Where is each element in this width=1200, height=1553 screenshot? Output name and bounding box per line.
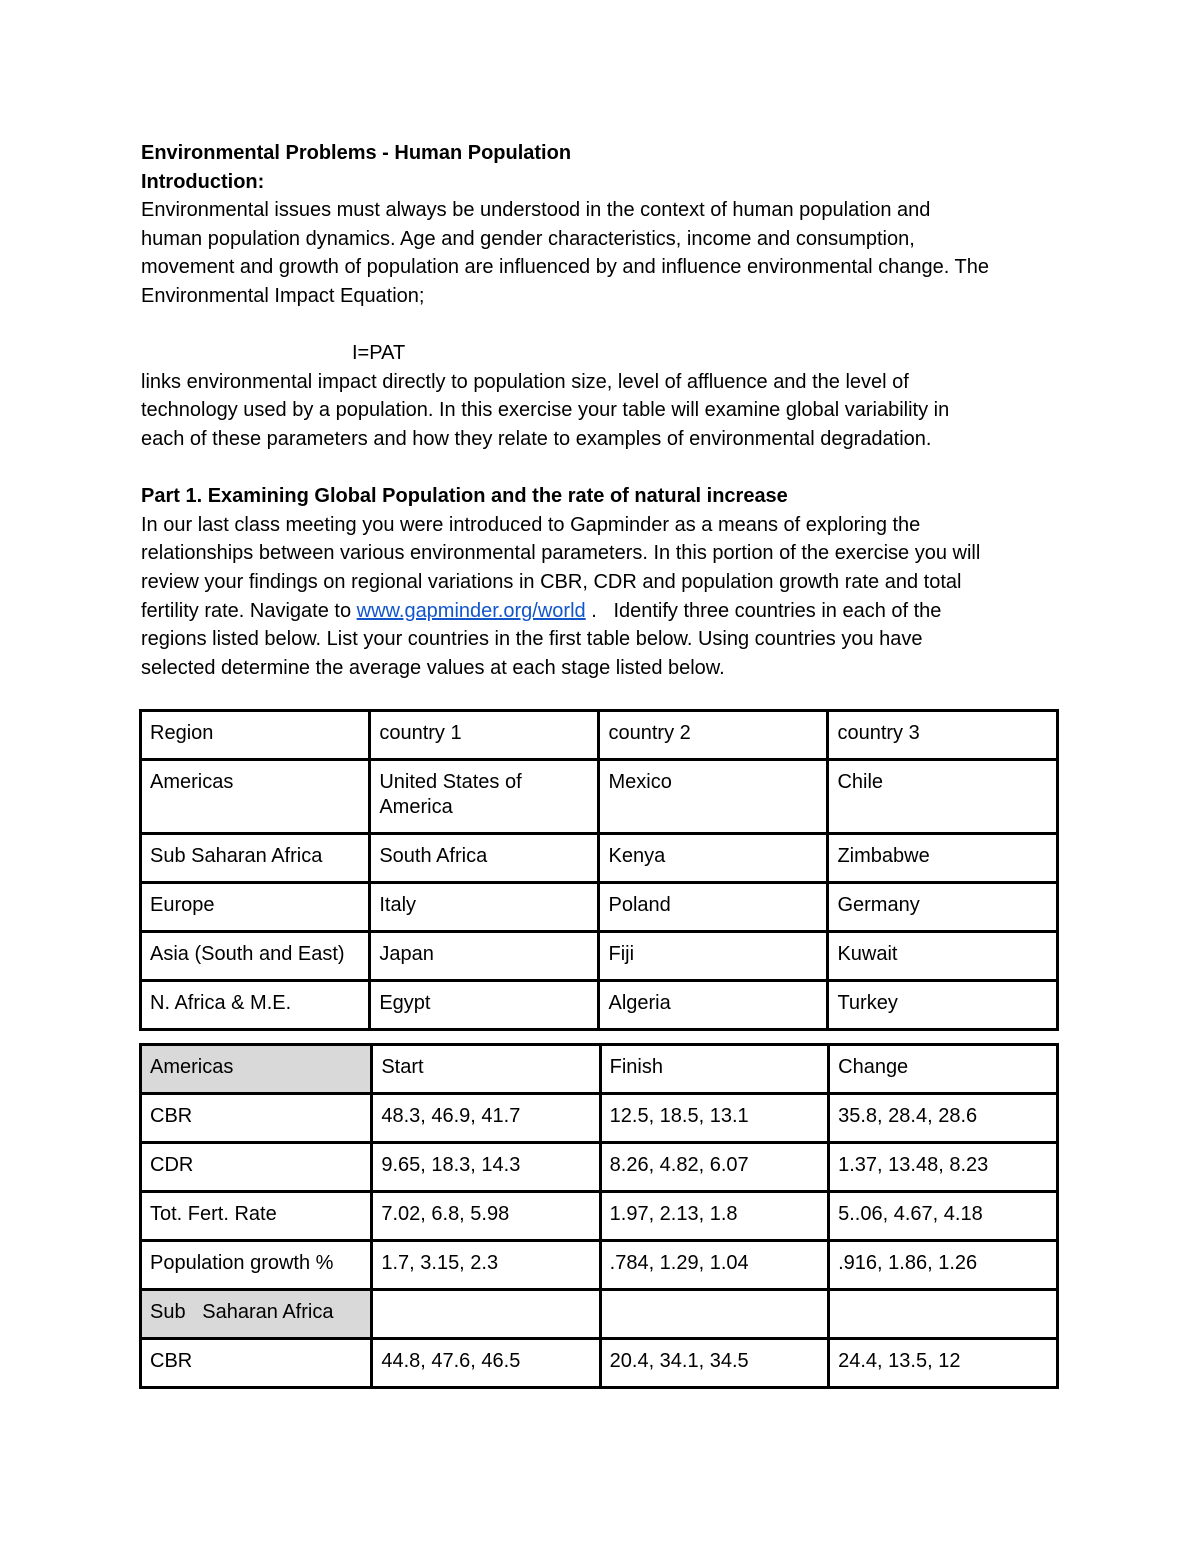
table-cell: 1.37, 13.48, 8.23 <box>829 1143 1058 1192</box>
table-cell: 8.26, 4.82, 6.07 <box>600 1143 828 1192</box>
table-cell: Start <box>372 1045 600 1094</box>
part1-heading: Part 1. Examining Global Population and the rate of natural increase <box>141 485 788 508</box>
table-cell: Kenya <box>599 834 828 883</box>
table-cell: CBR <box>141 1094 372 1143</box>
table-cell: Mexico <box>599 760 828 834</box>
table-row <box>141 760 1058 834</box>
table-cell: South Africa <box>370 834 599 883</box>
table-cell: Germany <box>828 883 1058 932</box>
equation-explanation-line: each of these parameters and how they relate to examples of environmental degradation. <box>141 427 932 450</box>
table-row <box>141 932 1058 981</box>
table-row <box>141 1094 1058 1143</box>
table-cell: 5..06, 4.67, 4.18 <box>829 1192 1058 1241</box>
part1-line: relationships between various environmental parameters. In this portion of the exercise you will <box>141 542 981 565</box>
part1-line: selected determine the average values at each stage listed below. <box>141 656 725 679</box>
table-cell: .784, 1.29, 1.04 <box>600 1241 828 1290</box>
table-cell: Change <box>829 1045 1058 1094</box>
table-cell: United States of America <box>370 760 599 834</box>
table-row <box>141 1241 1058 1290</box>
part1-line: In our last class meeting you were introduced to Gapminder as a means of exploring the <box>141 513 921 536</box>
document-body <box>141 139 1061 682</box>
table-cell: Poland <box>599 883 828 932</box>
table-cell: Chile <box>828 760 1058 834</box>
table-cell: Kuwait <box>828 932 1058 981</box>
part1-line-pre: fertility rate. Navigate to <box>141 599 357 622</box>
region-header-cell: Sub Saharan Africa <box>141 1290 372 1339</box>
part1-line: review your findings on regional variations in CBR, CDR and population growth rate and total <box>141 570 962 593</box>
table-cell: Sub Saharan Africa <box>141 834 370 883</box>
table-cell: Zimbabwe <box>828 834 1058 883</box>
table-cell: Turkey <box>828 981 1058 1030</box>
intro-heading: Introduction: <box>141 170 265 193</box>
table-cell: N. Africa & M.E. <box>141 981 370 1030</box>
part1-line: regions listed below. List your countries in the first table below. Using countries you have <box>141 628 923 651</box>
intro-line: movement and growth of population are influenced by and influence environmental change. The <box>141 256 989 279</box>
part1-line-with-link <box>141 597 1061 626</box>
table-cell <box>829 1290 1058 1339</box>
table-cell: Japan <box>370 932 599 981</box>
equation-explanation-line: links environmental impact directly to population size, level of affluence and the level of <box>141 370 909 393</box>
table-cell: Europe <box>141 883 370 932</box>
blank-line <box>141 454 1061 483</box>
table-cell: CBR <box>141 1339 372 1388</box>
table-row <box>141 834 1058 883</box>
table-row <box>141 981 1058 1030</box>
part1-line-post: . Identify three countries in each of the <box>585 599 942 622</box>
table-cell: country 1 <box>370 711 599 760</box>
table-cell: Americas <box>141 760 370 834</box>
table-cell: CDR <box>141 1143 372 1192</box>
table-cell: 35.8, 28.4, 28.6 <box>829 1094 1058 1143</box>
table-row <box>141 1192 1058 1241</box>
table-cell: 1.7, 3.15, 2.3 <box>372 1241 600 1290</box>
intro-line: Environmental Impact Equation; <box>141 284 425 307</box>
countries-table <box>139 709 1059 1031</box>
table-cell: Asia (South and East) <box>141 932 370 981</box>
table-cell: Egypt <box>370 981 599 1030</box>
document-title: Environmental Problems - Human Population <box>141 142 572 164</box>
table-cell: Italy <box>370 883 599 932</box>
table-cell: Tot. Fert. Rate <box>141 1192 372 1241</box>
table-cell: Finish <box>600 1045 828 1094</box>
table-cell <box>372 1290 600 1339</box>
impact-equation: I=PAT <box>352 342 406 365</box>
table-cell: Fiji <box>599 932 828 981</box>
table-cell: 12.5, 18.5, 13.1 <box>600 1094 828 1143</box>
table-cell: Algeria <box>599 981 828 1030</box>
table-cell: 1.97, 2.13, 1.8 <box>600 1192 828 1241</box>
table-cell: 20.4, 34.1, 34.5 <box>600 1339 828 1388</box>
table-cell: 7.02, 6.8, 5.98 <box>372 1192 600 1241</box>
table-cell: .916, 1.86, 1.26 <box>829 1241 1058 1290</box>
table-cell: 24.4, 13.5, 12 <box>829 1339 1058 1388</box>
table-cell: 44.8, 47.6, 46.5 <box>372 1339 600 1388</box>
table-cell: country 2 <box>599 711 828 760</box>
table-header-row <box>141 711 1058 760</box>
table-cell: 9.65, 18.3, 14.3 <box>372 1143 600 1192</box>
table-cell: 48.3, 46.9, 41.7 <box>372 1094 600 1143</box>
table-row <box>141 1290 1058 1339</box>
table-cell: country 3 <box>828 711 1058 760</box>
intro-line: human population dynamics. Age and gender characteristics, income and consumption, <box>141 227 915 250</box>
table-header-row <box>141 1045 1058 1094</box>
table-row <box>141 1143 1058 1192</box>
table-row <box>141 883 1058 932</box>
table-row <box>141 1339 1058 1388</box>
table-cell: Population growth % <box>141 1241 372 1290</box>
table-cell: Region <box>141 711 370 760</box>
blank-line <box>141 311 1061 340</box>
gapminder-link[interactable]: www.gapminder.org/world <box>356 599 586 622</box>
table-cell <box>600 1290 828 1339</box>
intro-line: Environmental issues must always be understood in the context of human population and <box>141 199 931 222</box>
rates-table <box>139 1043 1059 1389</box>
equation-explanation-line: technology used by a population. In this exercise your table will examine global variability in <box>141 399 950 422</box>
region-header-cell: Americas <box>141 1045 372 1094</box>
